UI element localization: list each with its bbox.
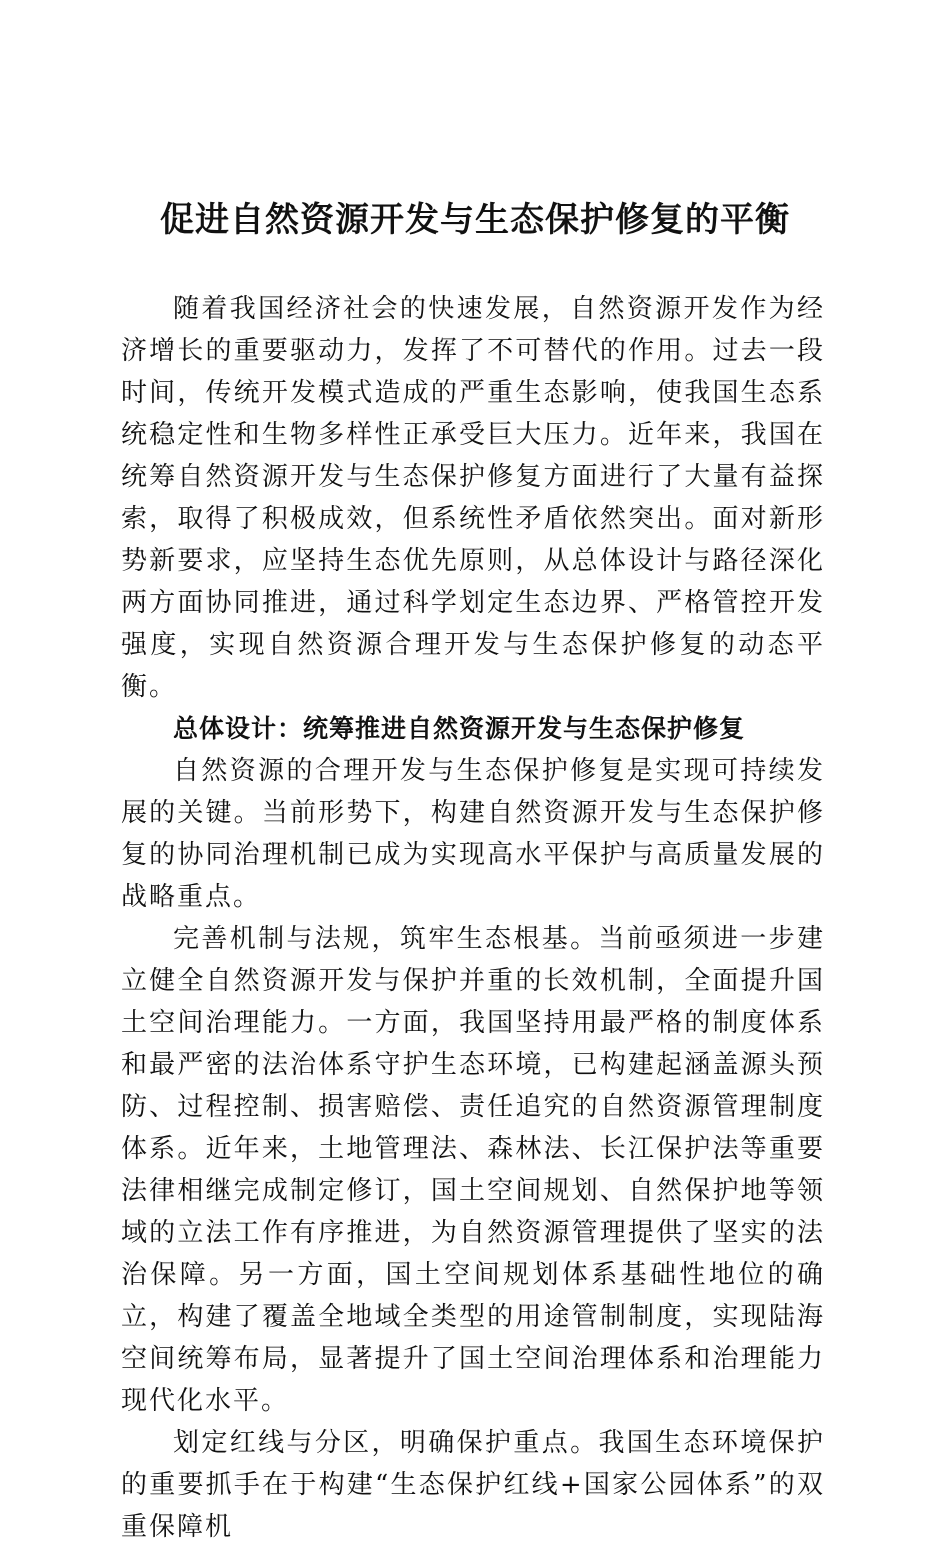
body-paragraph: 划定红线与分区，明确保护重点。我国生态环境保护的重要抓手在于构建“生态保护红线+国家公园体系”的双重保障机 xyxy=(121,1428,825,1542)
document-body xyxy=(121,288,825,1548)
body-paragraph: 完善机制与法规，筑牢生态根基。当前亟须进一步建立健全自然资源开发与保护并重的长效机制，全面提升国土空间治理能力。一方面，我国坚持用最严格的制度体系和最严密的法治体系守护生态环境，已构建起涵盖源头预防、过程控制、损害赔偿、责任追究的自然资源管理制度体系。近年来，土地管理法、森林法、长江保护法等重要法律相继完成制定修订，国土空间规划、自然保护地等领域的立法工作有序推进，为自然资源管理提供了坚实的法治保障。另一方面，国土空间规划体系基础性地位的确立，构建了覆盖全地域全类型的用途管制制度，实现陆海空间统筹布局，显著提升了国土空间治理体系和治理能力现代化水平。 xyxy=(121,924,825,1416)
document-title: 促进自然资源开发与生态保护修复的平衡 xyxy=(160,200,790,240)
intro-paragraph: 随着我国经济社会的快速发展，自然资源开发作为经济增长的重要驱动力，发挥了不可替代的作用。过去一段时间，传统开发模式造成的严重生态影响，使我国生态系统稳定性和生物多样性正承受巨大压力。近年来，我国在统筹自然资源开发与生态保护修复方面进行了大量有益探索，取得了积极成效，但系统性矛盾依然突出。面对新形势新要求，应坚持生态优先原则，从总体设计与路径深化两方面协同推进，通过科学划定生态边界、严格管控开发强度，实现自然资源合理开发与生态保护修复的动态平衡。 xyxy=(121,294,825,702)
section-heading: 总体设计：统筹推进自然资源开发与生态保护修复 xyxy=(173,714,746,743)
body-paragraph: 自然资源的合理开发与生态保护修复是实现可持续发展的关键。当前形势下，构建自然资源开发与生态保护修复的协同治理机制已成为实现高水平保护与高质量发展的战略重点。 xyxy=(121,756,825,912)
